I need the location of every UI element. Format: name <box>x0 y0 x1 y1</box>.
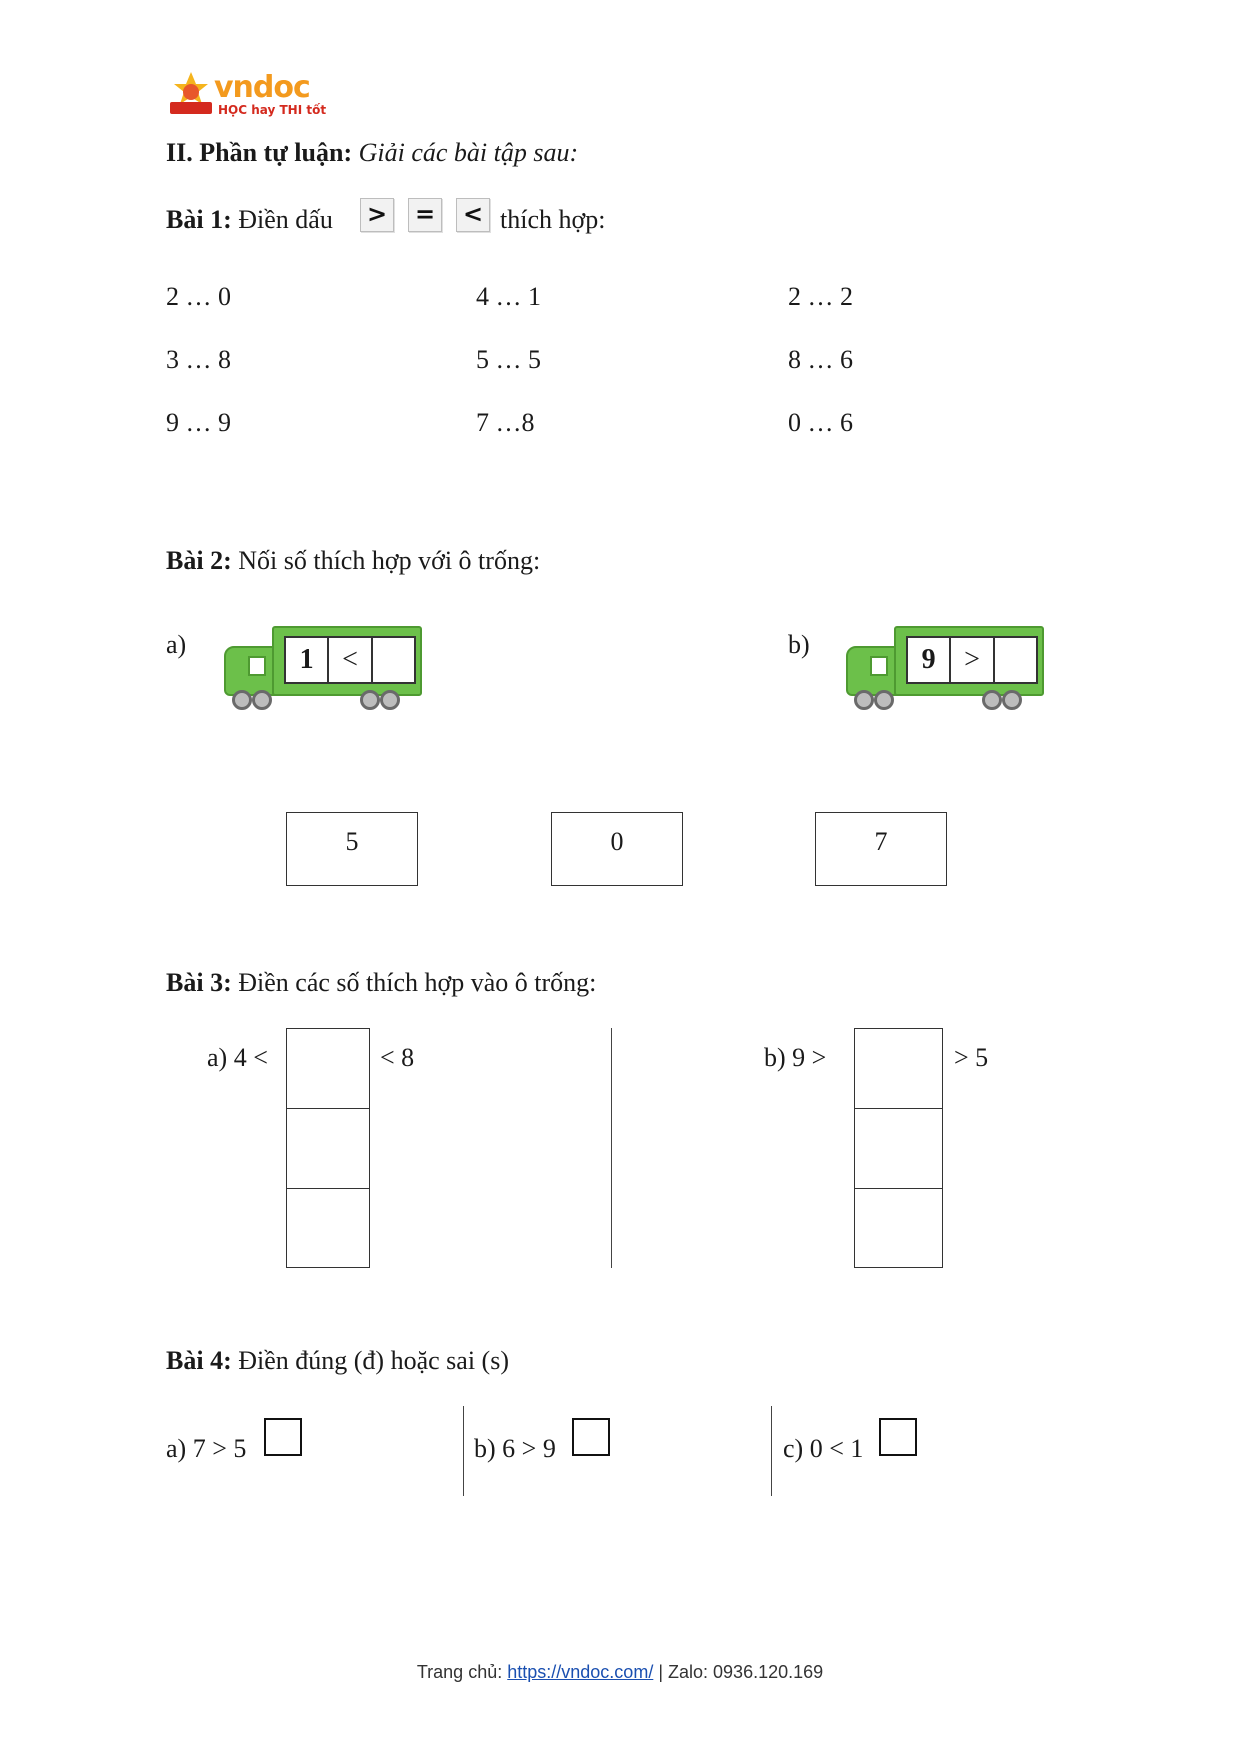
answer-box[interactable] <box>855 1029 942 1109</box>
wheel-icon <box>854 690 874 710</box>
number-option-box[interactable]: 5 <box>286 812 418 886</box>
truck-cell: 9 <box>908 638 951 682</box>
truck-cell: < <box>329 638 372 682</box>
wheel-icon <box>360 690 380 710</box>
truck-b-label: b) <box>788 630 810 659</box>
bai3-label: Bài 3: <box>166 968 232 997</box>
bai1-text-after: thích hợp: <box>500 205 606 234</box>
bai1-heading <box>166 205 333 235</box>
logo-tagline: HỌC hay THI tốt <box>218 103 327 117</box>
page-footer <box>0 1662 1240 1683</box>
bai1-label: Bài 1: <box>166 205 232 234</box>
answer-checkbox[interactable] <box>879 1418 917 1456</box>
bai3-heading <box>166 968 596 998</box>
bai4-item: c) 0 < 1 <box>783 1434 864 1463</box>
greater-sign-icon: > <box>360 198 394 232</box>
section-heading <box>166 138 578 168</box>
less-sign-icon: < <box>456 198 490 232</box>
bai1-item: 9 … 9 <box>166 408 231 437</box>
truck-empty-cell[interactable] <box>373 638 414 682</box>
bai4-text: Điền đúng (đ) hoặc sai (s) <box>238 1346 509 1375</box>
truck-body <box>894 626 1044 696</box>
truck-cargo <box>284 636 416 684</box>
truck-b <box>844 620 1044 716</box>
bai3-b-prefix: b) 9 > <box>764 1043 827 1072</box>
bai4-heading <box>166 1346 509 1376</box>
wheel-icon <box>380 690 400 710</box>
bai1-item: 5 … 5 <box>476 345 541 374</box>
footer-contact: | Zalo: 0936.120.169 <box>658 1662 824 1682</box>
bai1-text-before: Điền dấu <box>238 205 333 234</box>
truck-window <box>870 656 888 676</box>
bai3-a-suffix: < 8 <box>380 1043 415 1072</box>
answer-box[interactable] <box>287 1189 369 1267</box>
divider-line <box>611 1028 612 1268</box>
number-option-box[interactable]: 7 <box>815 812 947 886</box>
section-subtitle: Giải các bài tập sau: <box>358 138 579 167</box>
bai1-item: 8 … 6 <box>788 345 853 374</box>
answer-box[interactable] <box>855 1109 942 1189</box>
wheel-icon <box>982 690 1002 710</box>
bai3-a-prefix: a) 4 < <box>207 1043 268 1072</box>
truck-cargo <box>906 636 1038 684</box>
bai1-item: 7 …8 <box>476 408 535 437</box>
homepage-link[interactable]: https://vndoc.com/ <box>507 1662 654 1682</box>
wheel-icon <box>232 690 252 710</box>
bai3-text: Điền các số thích hợp vào ô trống: <box>238 968 597 997</box>
answer-box[interactable] <box>855 1189 942 1267</box>
bai2-heading <box>166 546 540 576</box>
bai2-text: Nối số thích hợp với ô trống: <box>238 546 541 575</box>
footer-prefix: Trang chủ: <box>416 1662 503 1682</box>
bai1-item: 2 … 2 <box>788 282 853 311</box>
bai1-item: 0 … 6 <box>788 408 853 437</box>
truck-a <box>222 620 422 716</box>
truck-body <box>272 626 422 696</box>
answer-box[interactable] <box>287 1029 369 1109</box>
bai3-a-answer-stack <box>286 1028 370 1268</box>
truck-cell: > <box>951 638 994 682</box>
bai1-item: 4 … 1 <box>476 282 541 311</box>
divider-line <box>771 1406 772 1496</box>
bai4-item: a) 7 > 5 <box>166 1434 247 1463</box>
answer-checkbox[interactable] <box>572 1418 610 1456</box>
divider-line <box>463 1406 464 1496</box>
vndoc-logo <box>168 70 328 122</box>
wheel-icon <box>874 690 894 710</box>
truck-window <box>248 656 266 676</box>
bai3-b-answer-stack <box>854 1028 943 1268</box>
truck-empty-cell[interactable] <box>995 638 1036 682</box>
number-option-box[interactable]: 0 <box>551 812 683 886</box>
section-title: II. Phần tự luận: <box>166 138 353 167</box>
wheel-icon <box>1002 690 1022 710</box>
bai4-item: b) 6 > 9 <box>474 1434 556 1463</box>
answer-checkbox[interactable] <box>264 1418 302 1456</box>
logo-mascot-icon <box>168 70 214 118</box>
equals-sign-icon: = <box>408 198 442 232</box>
bai1-item: 3 … 8 <box>166 345 231 374</box>
bai2-label: Bài 2: <box>166 546 232 575</box>
bai3-b-suffix: > 5 <box>954 1043 989 1072</box>
answer-box[interactable] <box>287 1109 369 1189</box>
wheel-icon <box>252 690 272 710</box>
truck-a-label: a) <box>166 630 187 659</box>
logo-wordmark: vndoc <box>214 70 310 105</box>
truck-cell: 1 <box>286 638 329 682</box>
bai4-label: Bài 4: <box>166 1346 232 1375</box>
bai1-item: 2 … 0 <box>166 282 231 311</box>
